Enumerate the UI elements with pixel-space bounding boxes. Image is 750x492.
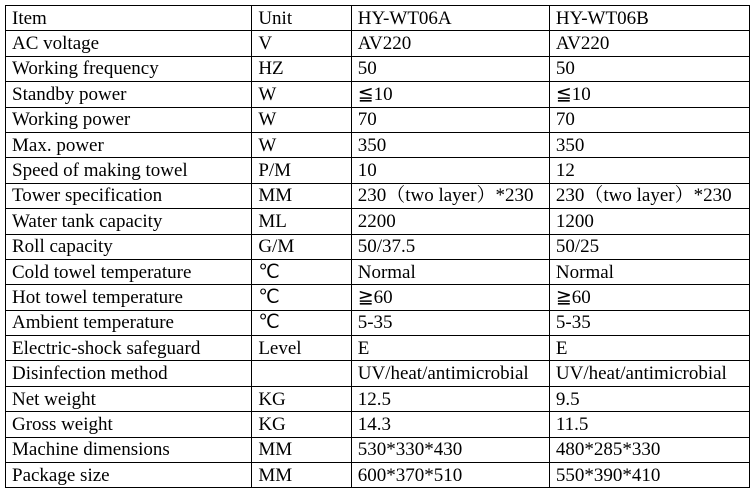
model-b-cell: Normal bbox=[549, 259, 749, 284]
item-cell: Cold towel temperature bbox=[6, 259, 252, 284]
model-a-cell: E bbox=[351, 336, 549, 361]
table-row bbox=[6, 209, 750, 234]
header-model-a: HY-WT06A bbox=[351, 6, 549, 31]
model-a-cell: 10 bbox=[351, 158, 549, 183]
model-a-cell: 2200 bbox=[351, 209, 549, 234]
model-b-cell: ≧60 bbox=[549, 285, 749, 310]
model-b-cell: 480*285*330 bbox=[549, 437, 749, 462]
table-row bbox=[6, 310, 750, 335]
header-model-b: HY-WT06B bbox=[549, 6, 749, 31]
model-b-cell: 350 bbox=[549, 132, 749, 157]
model-a-cell: ≦10 bbox=[351, 82, 549, 107]
unit-cell: ℃ bbox=[252, 310, 351, 335]
model-b-cell: E bbox=[549, 336, 749, 361]
item-cell: AC voltage bbox=[6, 31, 252, 56]
item-cell: Speed of making towel bbox=[6, 158, 252, 183]
unit-cell: ℃ bbox=[252, 285, 351, 310]
item-cell: Machine dimensions bbox=[6, 437, 252, 462]
unit-cell: MM bbox=[252, 437, 351, 462]
model-b-cell: 12 bbox=[549, 158, 749, 183]
model-a-cell: UV/heat/antimicrobial bbox=[351, 361, 549, 386]
table-row bbox=[6, 56, 750, 81]
model-a-cell: 50/37.5 bbox=[351, 234, 549, 259]
table-header-row bbox=[6, 6, 750, 31]
table-row bbox=[6, 437, 750, 462]
model-b-cell: 11.5 bbox=[549, 412, 749, 437]
item-cell: Net weight bbox=[6, 386, 252, 411]
model-a-cell: ≧60 bbox=[351, 285, 549, 310]
table-row bbox=[6, 361, 750, 386]
unit-cell: G/M bbox=[252, 234, 351, 259]
spec-table bbox=[5, 5, 750, 488]
table-row bbox=[6, 82, 750, 107]
item-cell: Working power bbox=[6, 107, 252, 132]
table-row bbox=[6, 463, 750, 488]
table-row bbox=[6, 107, 750, 132]
table-row bbox=[6, 158, 750, 183]
table-row bbox=[6, 132, 750, 157]
table-row bbox=[6, 234, 750, 259]
model-a-cell: Normal bbox=[351, 259, 549, 284]
table-row bbox=[6, 386, 750, 411]
model-a-cell: 530*330*430 bbox=[351, 437, 549, 462]
model-b-cell: 50 bbox=[549, 56, 749, 81]
spec-table-body bbox=[6, 6, 750, 488]
model-a-cell: 12.5 bbox=[351, 386, 549, 411]
item-cell: Ambient temperature bbox=[6, 310, 252, 335]
model-b-cell: AV220 bbox=[549, 31, 749, 56]
table-row bbox=[6, 412, 750, 437]
unit-cell: MM bbox=[252, 463, 351, 488]
unit-cell bbox=[252, 361, 351, 386]
table-row bbox=[6, 31, 750, 56]
unit-cell: W bbox=[252, 82, 351, 107]
unit-cell: ML bbox=[252, 209, 351, 234]
model-a-cell: AV220 bbox=[351, 31, 549, 56]
unit-cell: W bbox=[252, 107, 351, 132]
unit-cell: Level bbox=[252, 336, 351, 361]
model-b-cell: 5-35 bbox=[549, 310, 749, 335]
item-cell: Tower specification bbox=[6, 183, 252, 208]
unit-cell: ℃ bbox=[252, 259, 351, 284]
item-cell: Working frequency bbox=[6, 56, 252, 81]
item-cell: Package size bbox=[6, 463, 252, 488]
item-cell: Max. power bbox=[6, 132, 252, 157]
model-b-cell: 9.5 bbox=[549, 386, 749, 411]
model-a-cell: 5-35 bbox=[351, 310, 549, 335]
model-b-cell: UV/heat/antimicrobial bbox=[549, 361, 749, 386]
model-b-cell: 230（two layer）*230 bbox=[549, 183, 749, 208]
unit-cell: KG bbox=[252, 412, 351, 437]
table-row bbox=[6, 259, 750, 284]
model-a-cell: 50 bbox=[351, 56, 549, 81]
model-a-cell: 350 bbox=[351, 132, 549, 157]
header-unit: Unit bbox=[252, 6, 351, 31]
table-row bbox=[6, 183, 750, 208]
model-b-cell: 1200 bbox=[549, 209, 749, 234]
model-a-cell: 70 bbox=[351, 107, 549, 132]
header-item: Item bbox=[6, 6, 252, 31]
model-b-cell: 70 bbox=[549, 107, 749, 132]
table-row bbox=[6, 336, 750, 361]
item-cell: Roll capacity bbox=[6, 234, 252, 259]
item-cell: Electric-shock safeguard bbox=[6, 336, 252, 361]
item-cell: Water tank capacity bbox=[6, 209, 252, 234]
unit-cell: P/M bbox=[252, 158, 351, 183]
unit-cell: KG bbox=[252, 386, 351, 411]
model-b-cell: 50/25 bbox=[549, 234, 749, 259]
item-cell: Standby power bbox=[6, 82, 252, 107]
model-a-cell: 14.3 bbox=[351, 412, 549, 437]
item-cell: Gross weight bbox=[6, 412, 252, 437]
model-b-cell: 550*390*410 bbox=[549, 463, 749, 488]
unit-cell: HZ bbox=[252, 56, 351, 81]
model-a-cell: 600*370*510 bbox=[351, 463, 549, 488]
unit-cell: V bbox=[252, 31, 351, 56]
item-cell: Disinfection method bbox=[6, 361, 252, 386]
table-row bbox=[6, 285, 750, 310]
model-a-cell: 230（two layer）*230 bbox=[351, 183, 549, 208]
model-b-cell: ≦10 bbox=[549, 82, 749, 107]
unit-cell: MM bbox=[252, 183, 351, 208]
unit-cell: W bbox=[252, 132, 351, 157]
item-cell: Hot towel temperature bbox=[6, 285, 252, 310]
